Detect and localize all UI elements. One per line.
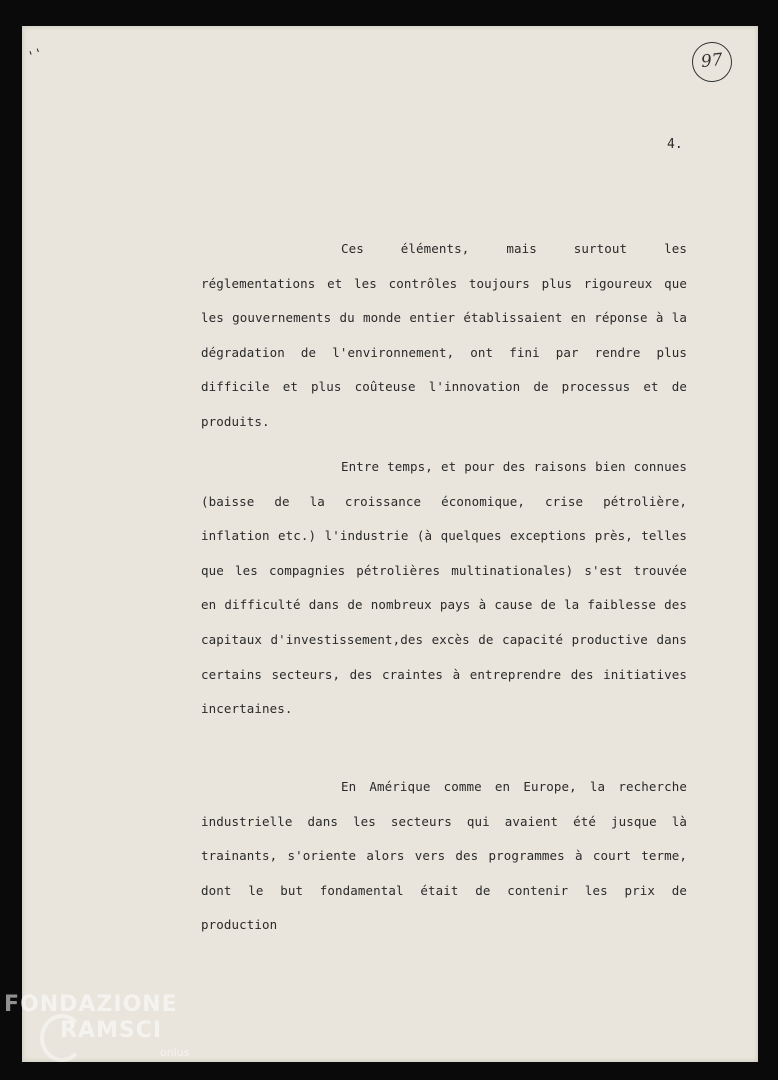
page-number: 4.	[667, 137, 683, 152]
paragraph-3: En Amérique comme en Europe, la recherche industrielle dans les secteurs qui avaient été jusque là trainants, s'oriente alors vers des programmes à court terme, dont le but fondamental était de contenir les prix de production	[201, 779, 687, 933]
corner-marks: ' '	[27, 46, 44, 65]
watermark-line-3: onlus	[160, 1046, 190, 1059]
archive-number-stamp: 97	[690, 40, 734, 84]
paragraph-1: Ces éléments, mais surtout les réglementations et les contrôles toujours plus rigoureux que les gouvernements du monde entier établissaient en réponse à la dégradation de l'environnement, ont fini par rendre plus difficile et plus coûteuse l'innovation de processus et de produits.	[201, 241, 687, 429]
fondazione-gramsci-watermark	[4, 992, 190, 1059]
watermark-g-logo-icon	[40, 1014, 84, 1062]
paragraph-2: Entre temps, et pour des raisons bien connues (baisse de la croissance économique, crise pétrolière, inflation etc.) l'industrie (à quelques exceptions près, telles que les compagnies pétrolières multinationales) s'est trouvée en difficulté dans de nombreux pays à cause de la faiblesse des capitaux d'investissement,des excès de capacité productive dans certains secteurs, des craintes à entreprendre des initiatives incertaines.	[201, 459, 687, 717]
watermark-line-1: FONDAZIONE	[4, 992, 178, 1017]
watermark-line-2: RAMSCI	[60, 1018, 163, 1043]
